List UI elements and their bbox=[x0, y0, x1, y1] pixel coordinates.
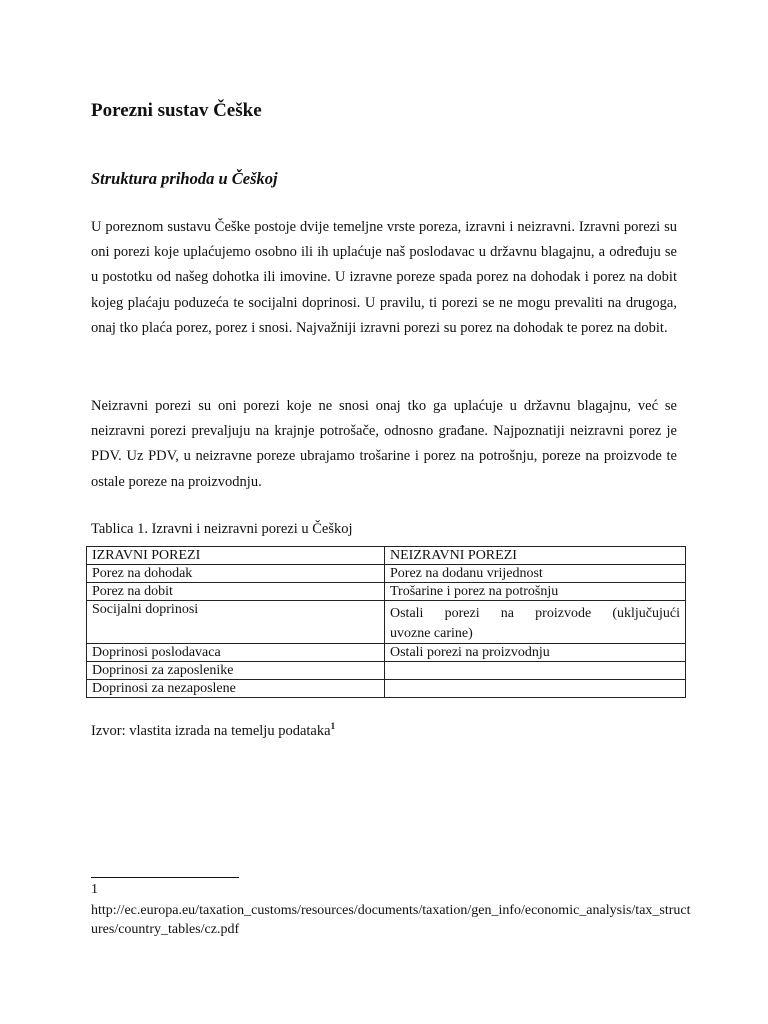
table-row bbox=[87, 583, 686, 601]
table-cell: Doprinosi za nezaposlene bbox=[87, 680, 385, 698]
table-row bbox=[87, 601, 686, 644]
table-header-row bbox=[87, 547, 686, 565]
table-caption: Tablica 1. Izravni i neizravni porezi u Češkoj bbox=[91, 521, 353, 537]
table-row bbox=[87, 680, 686, 698]
tax-table bbox=[86, 546, 686, 698]
table-cell-line: uvozne carine) bbox=[390, 626, 473, 641]
paragraph-direct-taxes: U poreznom sustavu Češke postoje dvije temeljne vrste poreza, izravni i neizravni. Izravni porezi su oni porezi koje uplaćujemo osobno ili ih uplaćuje naš poslodavac u državnu blagajnu, a određuju se u postotku od našeg dohotka ili imovine. U izravne poreze spada porez na dohodak i porez na dobit kojeg plaćaju poduzeća te socijalni doprinosi. U pravilu, ti porezi se ne mogu prevaliti na drugoga, onaj tko plaća porez, porez i snosi. Najvažniji izravni porezi su porez na dohodak te porez na dobit. bbox=[91, 219, 677, 336]
table-cell: Trošarine i porez na potrošnju bbox=[385, 583, 686, 601]
table-cell: Socijalni doprinosi bbox=[87, 601, 385, 644]
section-subtitle: Struktura prihoda u Češkoj bbox=[91, 169, 278, 188]
table-header-cell: NEIZRAVNI POREZI bbox=[385, 547, 686, 565]
table-cell: Doprinosi poslodavaca bbox=[87, 644, 385, 662]
footnote-link[interactable]: http://ec.europa.eu/taxation_customs/resources/documents/taxation/gen_info/economic_analysis/tax_structures/country_tables/cz.pdf bbox=[91, 903, 691, 937]
table-cell bbox=[385, 662, 686, 680]
page-title: Porezni sustav Češke bbox=[91, 100, 262, 121]
table-row bbox=[87, 565, 686, 583]
table-cell: Porez na dobit bbox=[87, 583, 385, 601]
source-text: Izvor: vlastita izrada na temelju podataka bbox=[91, 722, 331, 739]
table-cell bbox=[385, 680, 686, 698]
footnote-number: 1 bbox=[91, 882, 98, 897]
table-cell: Ostali porezi na proizvodnju bbox=[385, 644, 686, 662]
table-header-cell: IZRAVNI POREZI bbox=[87, 547, 385, 565]
source-note bbox=[91, 721, 335, 740]
footnote-reference[interactable]: 1 bbox=[330, 721, 336, 731]
table-cell: Doprinosi za zaposlenike bbox=[87, 662, 385, 680]
table-row bbox=[87, 644, 686, 662]
paragraph-indirect-taxes: Neizravni porezi su oni porezi koje ne snosi onaj tko ga uplaćuje u državnu blagajnu, već se neizravni porezi prevaljuju na krajnje potrošače, odnosno građane. Najpoznatiji neizravni porez je PDV. Uz PDV, u neizravne poreze ubrajamo trošarine i porez na potrošnju, poreze na proizvode te ostale poreze na proizvodnju. bbox=[91, 398, 677, 490]
table-cell: Porez na dohodak bbox=[87, 565, 385, 583]
table-cell bbox=[385, 601, 686, 644]
footnote-divider bbox=[91, 877, 239, 878]
table-row bbox=[87, 662, 686, 680]
table-cell: Porez na dodanu vrijednost bbox=[385, 565, 686, 583]
table-cell-line: Ostali porezi na proizvode (uključujući bbox=[390, 606, 680, 621]
